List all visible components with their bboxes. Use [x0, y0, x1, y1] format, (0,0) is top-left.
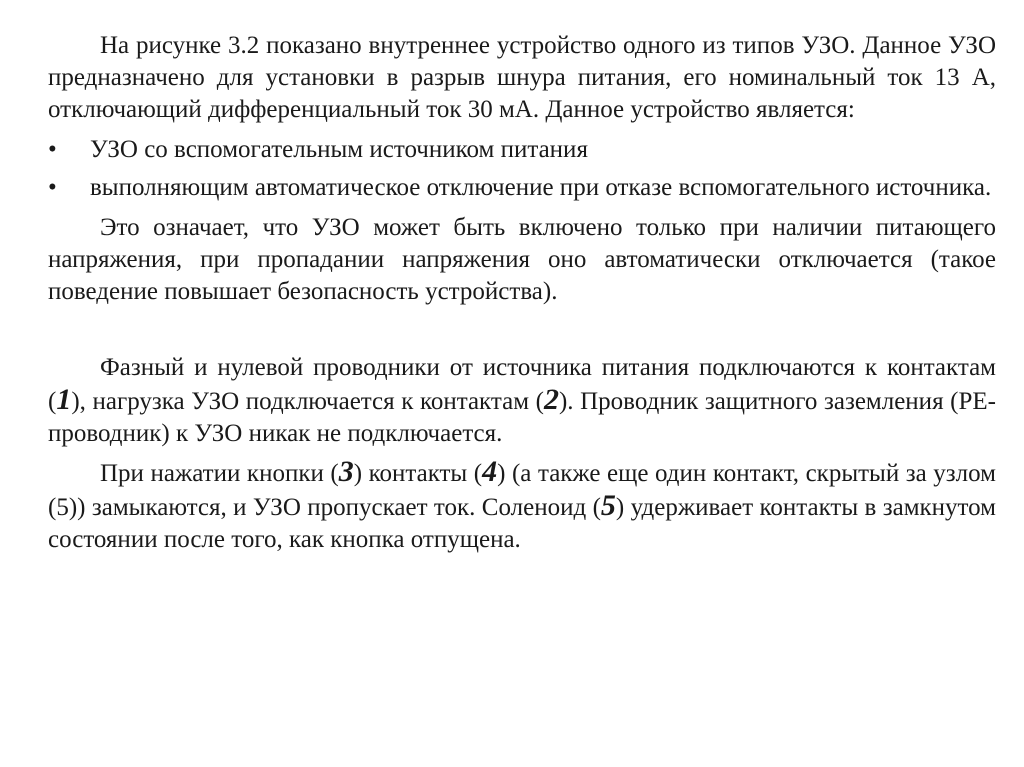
operation-text-4: ) удерживает контакты в замкнутом состоянии после того, как кнопка отпущена.	[48, 494, 996, 553]
wiring-text-1: Фазный и нулевой проводники от источника питания подключаются к контактам (	[48, 354, 996, 415]
wiring-text-3: ). Проводник защитного заземления (PE-проводник) к УЗО никак не подключается.	[48, 388, 996, 447]
contact-number-2: 2	[543, 383, 559, 416]
paragraph-intro: На рисунке 3.2 показано внутреннее устройство одного из типов УЗО. Данное УЗО предназначено для установки в разрыв шнура питания, его номинальный ток 13 А, отключающий дифференциальный ток 30 мА. Данное устройство является:	[48, 32, 996, 123]
operation-text-1: При нажатии кнопки (	[100, 460, 339, 487]
paragraph-explanation: Это означает, что УЗО может быть включено только при наличии питающего напряжения, при пропадании напряжения оно автоматически отключается (такое поведение повышает безопасность устройства).	[48, 214, 996, 305]
contact-number-1: 1	[56, 383, 72, 416]
operation-text-3: ) (а также еще один контакт, скрытый за узлом (5)) замыкаются, и УЗО пропускает ток. Соленоид (	[48, 460, 996, 521]
list-item	[48, 172, 996, 204]
paragraph-operation	[48, 456, 996, 556]
list-item-text: выполняющим автоматическое отключение при отказе вспомогательного источника.	[90, 174, 992, 201]
document-page	[48, 30, 996, 556]
paragraph-wiring	[48, 352, 996, 450]
device-properties-list	[48, 134, 996, 204]
operation-text-2: ) контакты (	[353, 460, 483, 487]
contact-number-4: 4	[482, 455, 498, 488]
solenoid-number-5: 5	[600, 489, 616, 522]
bullet-icon: •	[48, 136, 57, 163]
list-item	[48, 134, 996, 166]
spacer	[48, 308, 996, 352]
wiring-text-2: ), нагрузка УЗО подключается к контактам (	[71, 388, 544, 415]
button-number-3: 3	[338, 455, 354, 488]
list-item-text: УЗО со вспомогательным источником питания	[90, 136, 588, 163]
bullet-icon: •	[48, 174, 57, 201]
